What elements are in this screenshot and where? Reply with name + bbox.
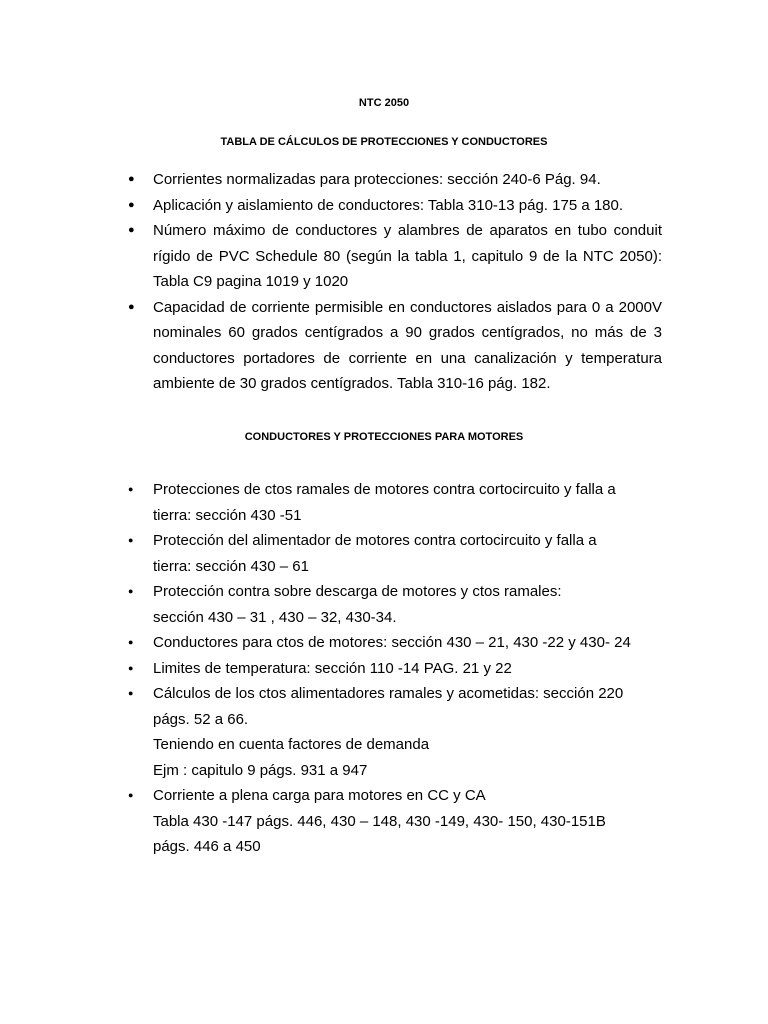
section2-heading: CONDUCTORES Y PROTECCIONES PARA MOTORES (244, 431, 524, 443)
list-item: ● Aplicación y aislamiento de conductores: Tabla 310-13 pág. 175 a 180. (126, 193, 662, 219)
item-line: Teniendo en cuenta factores de demanda (153, 736, 430, 753)
document-subtitle: TABLA DE CÁLCULOS DE PROTECCIONES Y CONDUCTORES (220, 136, 548, 148)
list-item: ● Número máximo de conductores y alambres de aparatos en tubo conduit rígido de PVC Schedule 80 (según la tabla 1, capitulo 9 de la NTC 2050): Tabla C9 pagina 1019 y 1020 (126, 218, 662, 295)
item-line: ● Protección del alimentador de motores contra cortocircuito y falla a (153, 532, 597, 549)
list-item (126, 528, 666, 579)
list-item (126, 656, 666, 682)
list-item (126, 783, 666, 860)
list-item (126, 579, 666, 630)
section1-list (126, 167, 662, 397)
list-item (126, 681, 666, 783)
item-line: Ejm : capitulo 9 págs. 931 a 947 (153, 761, 368, 779)
item-line: ● Protección contra sobre descarga de motores y ctos ramales: (153, 583, 562, 600)
section2-list (126, 477, 666, 860)
list-item: ● Corrientes normalizadas para protecciones: sección 240-6 Pág. 94. (126, 167, 662, 193)
list-item: ● Capacidad de corriente permisible en conductores aislados para 0 a 2000V nominales 60 grados centígrados a 90 grados centígrados, no más de 3 conductores portadores de corriente en una canalización y temperatura ambiente de 30 grados centígrados. Tabla 310-16 pág. 182. (126, 295, 662, 397)
item-line: págs. 446 a 450 (153, 838, 261, 855)
item-line: ● Conductores para ctos de motores: sección 430 – 21, 430 -22 y 430- 24 (153, 634, 631, 651)
item-line: tierra: sección 430 – 61 (153, 557, 309, 575)
document-title: NTC 2050 (358, 97, 410, 109)
list-item (126, 477, 666, 528)
item-line: ● Limites de temperatura: sección 110 -14 PAG. 21 y 22 (153, 659, 512, 677)
item-line: ● Corriente a plena carga para motores en CC y CA (153, 787, 486, 804)
item-line: tierra: sección 430 -51 (153, 506, 302, 524)
item-line: ● Protecciones de ctos ramales de motores contra cortocircuito y falla a (153, 481, 616, 498)
item-line: Tabla 430 -147 págs. 446, 430 – 148, 430 -149, 430- 150, 430-151B (153, 812, 606, 830)
item-line: págs. 52 a 66. (153, 710, 249, 728)
list-item (126, 630, 666, 656)
item-line: sección 430 – 31 , 430 – 32, 430-34. (153, 608, 397, 626)
item-line: ● Cálculos de los ctos alimentadores ramales y acometidas: sección 220 (153, 685, 624, 702)
